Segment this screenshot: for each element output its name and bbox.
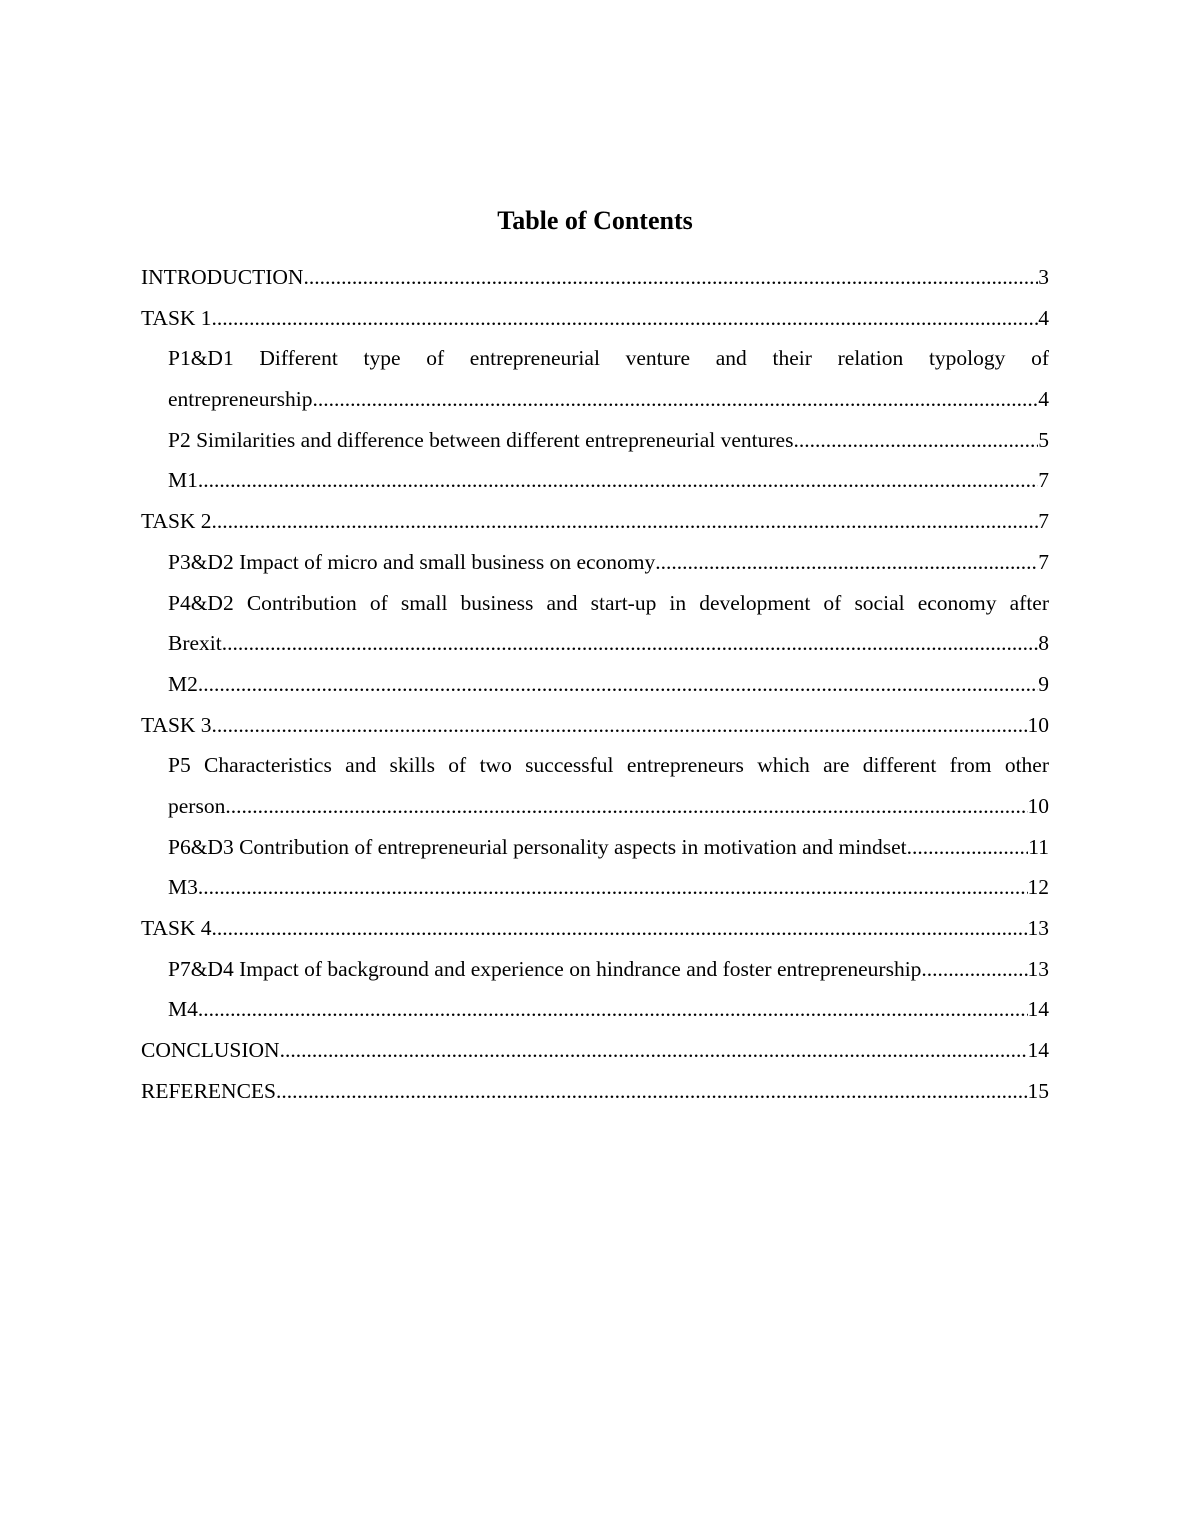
dot-leader <box>793 420 1038 461</box>
toc-entry-introduction[interactable] <box>141 257 1049 298</box>
toc-entry-text: P3&D2 Impact of micro and small business on economy <box>168 549 656 574</box>
dot-leader <box>212 908 1028 949</box>
dot-leader <box>212 298 1039 339</box>
toc-page-number: 4 <box>1038 387 1049 412</box>
toc-entry-text: M3 <box>168 875 198 900</box>
table-of-contents <box>141 257 1049 1111</box>
dot-leader <box>212 501 1039 542</box>
toc-entry-p5[interactable] <box>168 745 1049 826</box>
toc-entry-first-line: P1&D1 Different type of entrepreneurial venture and their relation typology of <box>168 346 1049 371</box>
toc-entry-text: INTRODUCTION <box>141 265 304 289</box>
toc-page-number: 10 <box>1027 793 1049 818</box>
page-title: Table of Contents <box>497 206 693 235</box>
toc-page-number: 13 <box>1027 956 1049 981</box>
toc-page-number: 9 <box>1038 671 1049 696</box>
dot-leader <box>907 827 1029 868</box>
toc-entry-text: P2 Similarities and difference between different entrepreneurial ventures <box>168 427 794 452</box>
toc-page-number: 15 <box>1027 1078 1049 1103</box>
toc-page-number: 14 <box>1027 1038 1049 1063</box>
toc-entry-task-1[interactable] <box>141 298 1049 339</box>
dot-leader <box>303 257 1038 298</box>
toc-entry-text: M2 <box>168 671 198 696</box>
toc-page-number: 11 <box>1028 834 1049 859</box>
dot-leader <box>198 460 1038 501</box>
toc-entry-p2[interactable] <box>168 420 1049 461</box>
toc-entry-p3-d2[interactable] <box>168 542 1049 583</box>
toc-entry-first-line: P4&D2 Contribution of small business and start-up in development of social economy after <box>168 590 1049 615</box>
toc-page-number: 13 <box>1027 916 1049 940</box>
toc-entry-references[interactable] <box>141 1071 1049 1112</box>
toc-entry-first-line: P5 Characteristics and skills of two successful entrepreneurs which are different from other <box>168 753 1049 778</box>
toc-entry-text: CONCLUSION <box>141 1038 280 1063</box>
toc-entry-m3[interactable] <box>168 867 1049 908</box>
dot-leader <box>225 786 1027 827</box>
toc-entry-text: TASK 4 <box>141 916 212 940</box>
toc-page-number: 7 <box>1038 549 1049 574</box>
toc-entry-text: M1 <box>168 468 198 493</box>
toc-entry-text: P6&D3 Contribution of entrepreneurial personality aspects in motivation and mindset <box>168 834 907 859</box>
toc-entry-text: TASK 2 <box>141 509 212 534</box>
toc-entry-task-2[interactable] <box>141 501 1049 542</box>
dot-leader <box>276 1071 1028 1112</box>
toc-page-number: 4 <box>1038 305 1049 330</box>
toc-page-number: 10 <box>1027 712 1049 737</box>
dot-leader <box>655 542 1038 583</box>
toc-entry-text: M4 <box>168 997 198 1022</box>
dot-leader <box>222 623 1039 664</box>
toc-entry-p4-d2[interactable] <box>168 583 1049 664</box>
toc-entry-p7-d4[interactable] <box>168 949 1049 990</box>
toc-entry-text: TASK 3 <box>141 712 212 737</box>
toc-entry-text: P7&D4 Impact of background and experience on hindrance and foster entrepreneurship <box>168 956 922 981</box>
toc-page-number: 7 <box>1038 509 1049 534</box>
toc-page-number: 14 <box>1027 997 1049 1022</box>
dot-leader <box>921 949 1027 990</box>
toc-entry-p6-d3[interactable] <box>168 827 1049 868</box>
toc-entry-text: person <box>168 793 226 818</box>
toc-entry-task-3[interactable] <box>141 705 1049 746</box>
toc-entry-p1-d1[interactable] <box>168 338 1049 419</box>
toc-entry-text: REFERENCES <box>141 1078 276 1103</box>
dot-leader <box>280 1030 1028 1071</box>
toc-entry-task-4[interactable] <box>141 908 1049 949</box>
toc-entry-conclusion[interactable] <box>141 1030 1049 1071</box>
toc-entry-text: Brexit <box>168 631 222 656</box>
toc-entry-m2[interactable] <box>168 664 1049 705</box>
dot-leader <box>312 379 1038 420</box>
toc-page-number: 8 <box>1038 631 1049 656</box>
toc-entry-text: TASK 1 <box>141 305 212 330</box>
dot-leader <box>198 989 1028 1030</box>
toc-entry-m4[interactable] <box>168 989 1049 1030</box>
toc-page-number: 7 <box>1038 468 1049 493</box>
dot-leader <box>212 705 1028 746</box>
toc-entry-m1[interactable] <box>168 460 1049 501</box>
dot-leader <box>198 664 1038 705</box>
toc-entry-text: entrepreneurship <box>168 387 313 412</box>
toc-page-number: 5 <box>1038 427 1049 452</box>
toc-page-number: 12 <box>1027 875 1049 900</box>
dot-leader <box>198 867 1028 908</box>
toc-page-number: 3 <box>1038 265 1049 289</box>
